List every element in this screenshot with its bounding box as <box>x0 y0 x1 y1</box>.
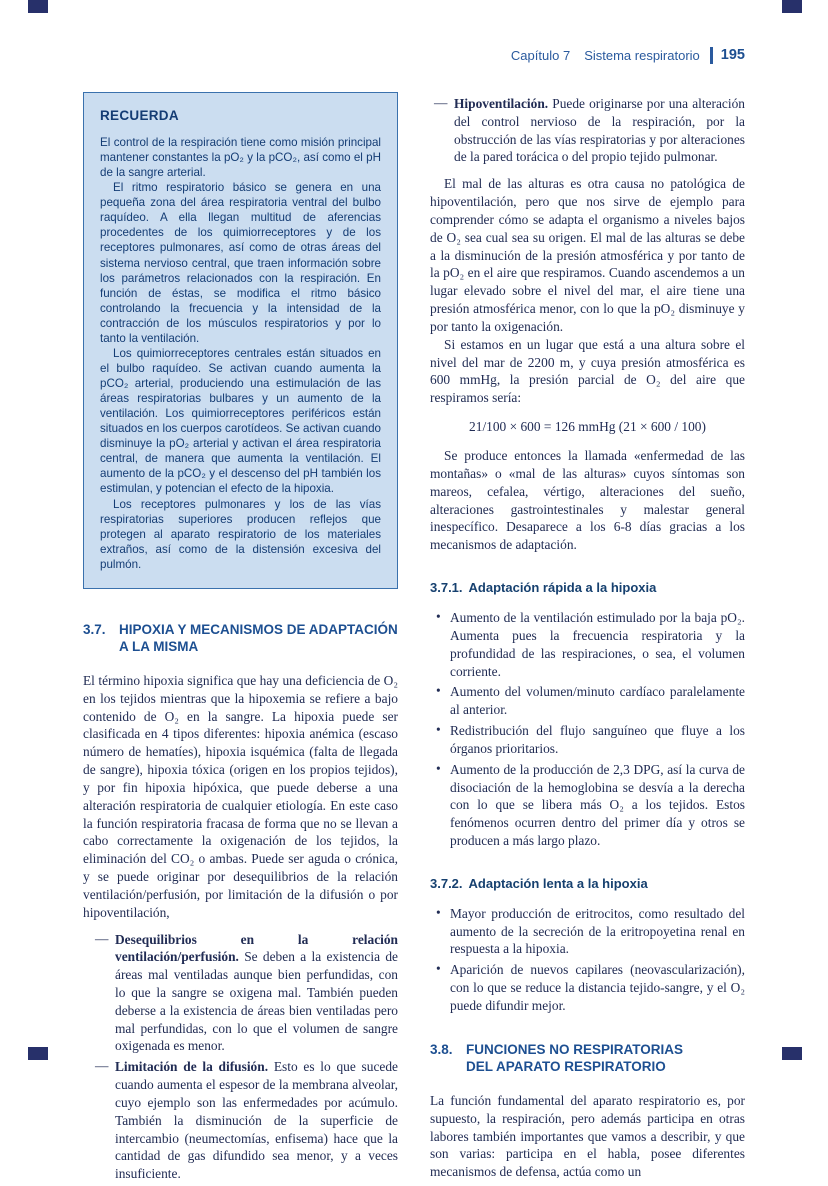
recuerda-paragraph: El ritmo respiratorio básico se genera en una pequeña zona del área respiratoria ventral del bulbo raquídeo. A ella llegan multitud de aferencias procedentes de los quimiorreceptores y de los receptores pulmonares, así como de otras áreas del sistema nervioso central, que traen información sobre los parámetros relacionados con la respiración. En función de éstas, se modifica el ritmo básico controlando la frecuencia y la intensidad de la contracción de los músculos respiratorios y por lo tanto la ventilación. <box>100 181 381 345</box>
list-item <box>95 931 398 1056</box>
bullet-item <box>436 722 745 758</box>
bullet-text: Mayor producción de eritrocitos, como resultado del aumento de la secreción de la eritropoyetina renal en respuesta a la hipoxia. <box>450 905 745 957</box>
section-heading-3-7 <box>83 621 398 656</box>
page-number: 195 <box>720 47 745 63</box>
subsection-heading-3-7-2 <box>430 876 745 891</box>
recuerda-paragraph: Los receptores pulmonares y los de las vías respiratorias superiores producen reflejos que protegen al aparato respiratorio de los materiales extraños, así como de la distensión excesiva del pulmón. <box>100 497 381 571</box>
bullet-item <box>436 683 745 719</box>
section-title-line: HIPOXIA Y MECANISMOS DE ADAPTACIÓN <box>119 621 398 637</box>
recuerda-box-title: RECUERDA <box>100 108 179 123</box>
list-item-text <box>454 95 745 166</box>
recuerda-paragraph: Los quimiorreceptores centrales están situados en el bulbo raquídeo. Se activan cuando aumenta la pCO₂ arterial, produciendo una estimulación de las áreas respiratorias bulbares y un aumento de la ventilación. Los quimiorreceptores periféricos están situados en los cuerpos carotídeos. Se activan cuando disminuye la pO₂ arterial y activan el área respiratoria central, de manera que aumenta la ventilación. El aumento de la pCO₂ y el descenso del pH también los estimulan, y potencian el efecto de la hipoxia. <box>100 346 382 496</box>
chapter-section-title: Sistema respiratorio <box>584 47 700 63</box>
chapter-label: Capítulo 7 <box>510 47 571 63</box>
list-item-text <box>115 931 398 1056</box>
bullet-text: Aumento del volumen/minuto cardíaco paralelamente al anterior. <box>450 684 745 718</box>
bullet-item <box>436 761 745 850</box>
paragraph: Se produce entonces la llamada «enfermedad de las montañas» o «mal de las alturas» cuyos síntomas son mareos, cefalea, vértigo, alteraciones del sueño, alteraciones gastrointestinales y malestar general inespecífico. Desaparece a los 6-8 días gracias a los mecanismos de adaptación. <box>430 448 745 553</box>
list-item <box>434 95 745 166</box>
left-column <box>83 92 398 1186</box>
section-title-line: FUNCIONES NO RESPIRATORIAS <box>466 1041 684 1057</box>
list-item-term: Desequilibrios en la relación ventilación/perfusión. <box>115 931 398 965</box>
list-item-body: Esto es lo que sucede cuando aumenta el espesor de la membrana alveolar, cuyo ejemplo son las enfermedades por acúmulo. También la disminución de la superficie de intercambio (neumectomías, enfisema) hace que la cantidad de gas difundido sea menor, y a veces insuficiente. <box>115 1059 398 1182</box>
running-head <box>83 46 745 64</box>
section-title-text <box>119 621 398 656</box>
bullet-marker: • <box>436 722 441 738</box>
recuerda-paragraph: El control de la respiración tiene como misión principal mantener constantes la pO₂ y la pCO₂, así como el pH de la sangre arterial. <box>100 136 381 180</box>
list-item-text <box>115 1058 398 1183</box>
section-intro-paragraph: El término hipoxia significa que hay una deficiencia de O₂ en los tejidos mientras que la hipoxemia se refiere a bajo contenido de O₂ en la sangre. La hipoxia puede ser clasificada en 4 tipos diferentes: hipoxia anémica (escaso número de hematíes), hipoxia isquémica (falta de llegada de sangre), hipoxia tóxica (origen en los propios tejidos), y por fin hipoxia hipóxica, que puede deberse a una alteración respiratoria de cualquier etiología. En este caso la función respiratoria fracasa de forma que no se llevan a cabo correctamente la oxigenación de los tejidos, la eliminación del CO₂ o ambas. Puede ser aguda o crónica, y se puede originar por desequilibrios de la relación ventilación/perfusión, por limitación de la difusión o por hipoventilación, <box>83 672 398 920</box>
bullet-text: Aumento de la ventilación estimulado por la baja pO₂. Aumenta pues la frecuencia respiratoria y la profundidad de las respiraciones, o sea, el volumen corriente. <box>450 610 745 679</box>
paragraph: La función fundamental del aparato respiratorio es, por supuesto, la respiración, pero además participa en otras labores también importantes que vamos a describir, y que son varias: participa en el habla, posee diferentes mecanismos de defensa, actúa como un <box>430 1092 745 1180</box>
list-item-body: Puede originarse por una alteración del control nervioso de la respiración, por la obstrucción de las vías respiratorias y por alteraciones de la pared torácica o del propio tejido pulmonar. <box>454 96 745 165</box>
formula: 21/100 × 600 = 126 mmHg (21 × 600 / 100) <box>469 419 706 435</box>
subsection-heading-3-7-1 <box>430 580 745 595</box>
section-heading-3-8 <box>430 1041 745 1076</box>
list-item-term: Limitación de la difusión. <box>115 1059 269 1075</box>
bullet-marker: • <box>436 609 441 625</box>
subsection-number: 3.7.2. <box>430 875 463 891</box>
dash-marker: — <box>95 930 109 946</box>
section-title-line: A LA MISMA <box>119 639 199 655</box>
paragraph: Si estamos en un lugar que está a una altura sobre el nivel del mar de 2200 m, y cuya presión atmosférica es 600 mmHg, la presión parcial de O₂ del aire que respiramos sería: <box>430 336 745 406</box>
subsection-number: 3.7.1. <box>430 580 463 596</box>
two-column-layout <box>83 92 745 1186</box>
paragraph: El mal de las alturas es otra causa no patológica de hipoventilación, pero que nos sirve de ejemplo para comprender cómo se adapta el organismo a niveles bajos de O₂ sea cual sea su origen. El mal de las alturas se debe a la disminución de la presión atmosférica y por tanto de la pO₂ en el aire que respiramos. Cuando ascendemos a un lugar elevado sobre el nivel del mar, el aire tiene una presión atmosférica menor, con lo que la pO₂ disminuye y por tanto la oxigenación. <box>430 176 745 334</box>
header-divider <box>710 47 713 64</box>
section-title-text <box>466 1041 683 1076</box>
bullet-item <box>436 609 745 680</box>
list-item-term: Hipoventilación. <box>454 96 549 111</box>
list-item <box>95 1058 398 1183</box>
recuerda-box <box>83 92 398 589</box>
right-column <box>430 92 745 1186</box>
section-number: 3.8. <box>430 1041 453 1057</box>
bullet-marker: • <box>436 961 441 977</box>
bullet-item <box>436 905 745 958</box>
bullet-item <box>436 961 745 1014</box>
bullet-text: Redistribución del flujo sanguíneo que fluye a los órganos prioritarios. <box>450 723 745 756</box>
bullet-text: Aumento de la producción de 2,3 DPG, así la curva de disociación de la hemoglobina se desvía a la derecha con lo que se libera más O₂ a los tejidos. Estos fenómenos ocurren dentro del primer día y otros se producen a más largo plazo. <box>450 761 745 848</box>
dash-marker: — <box>95 1058 109 1074</box>
bullet-marker: • <box>436 683 441 699</box>
section-number: 3.7. <box>83 621 106 637</box>
bullet-marker: • <box>436 904 441 920</box>
subsection-title: Adaptación lenta a la hipoxia <box>468 875 648 891</box>
bullet-marker: • <box>436 760 441 776</box>
dash-marker: — <box>434 95 448 110</box>
section-title-line: DEL APARATO RESPIRATORIO <box>466 1059 666 1075</box>
list-item-body: Se deben a la existencia de áreas mal ventiladas aunque bien perfundidas, con lo que la sangre se oxigena mal. También pueden deberse a la existencia de áreas bien ventiladas pero mal perfundidas, con lo que el volumen de sangre oxigenada es menor. <box>115 949 398 1054</box>
subsection-title: Adaptación rápida a la hipoxia <box>468 580 657 596</box>
bullet-text: Aparición de nuevos capilares (neovascularización), con lo que se reduce la distancia tejido-sangre, y el O₂ puede difundir mejor. <box>450 962 745 1013</box>
